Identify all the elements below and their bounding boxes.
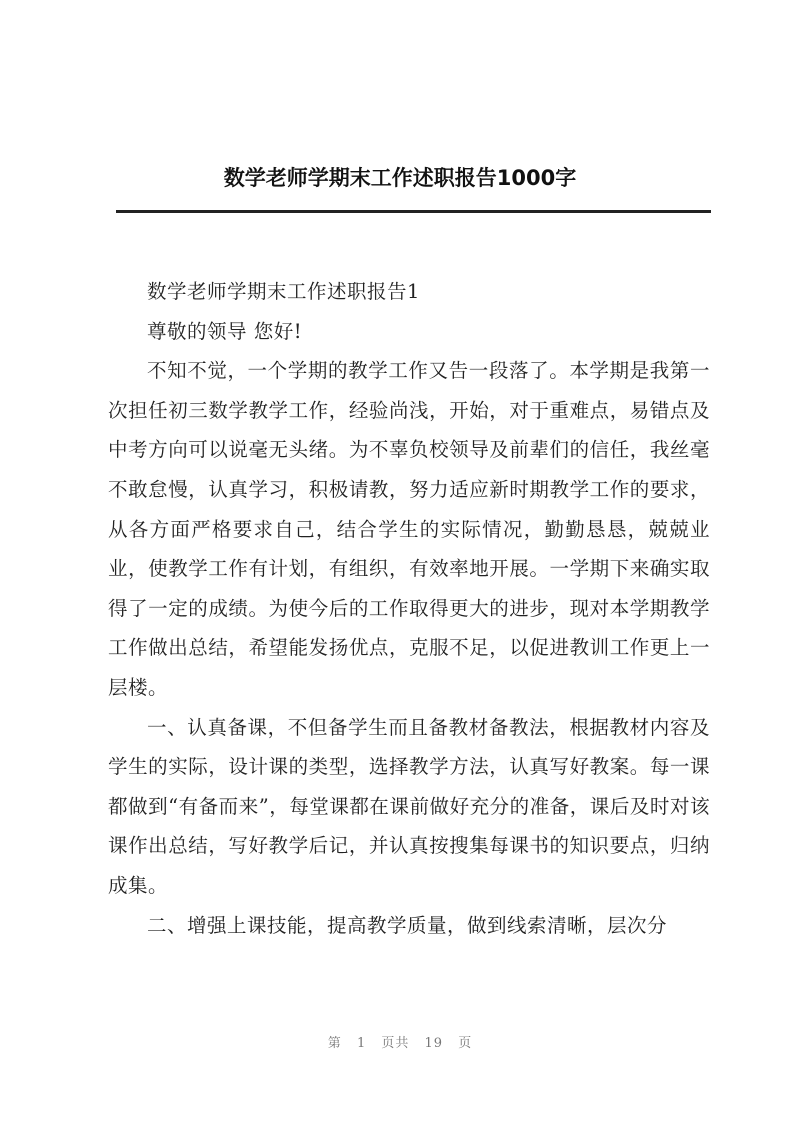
footer-label-end: 页: [458, 1036, 473, 1051]
body-paragraph: 一、认真备课，不但备学生而且备教材备教法，根据教材内容及学生的实际，设计课的类型，选择教学方法，认真写好教案。每一课都做到“有备而来”，每堂课都在课前做好充分的准备，课后及时对该课作出总结，写好教学后记，并认真按搜集每课书的知识要点，归纳成集。: [108, 715, 710, 897]
body-paragraph: 不知不觉，一个学期的教学工作又告一段落了。本学期是我第一次担任初三数学教学工作，经验尚浅，开始，对于重难点，易错点及中考方向可以说毫无头绪。为不辜负校领导及前辈们的信任，我丝毫不敢怠慢，认真学习，积极请教，努力适应新时期教学工作的要求，从各方面严格要求自己，结合学生的实际情况，勤勤恳恳，兢兢业业，使教学工作有计划，有组织，有效率地开展。一学期下来确实取得了一定的成绩。为使今后的工作取得更大的进步，现对本学期教学工作做出总结，希望能发扬优点，克服不足，以促进教训工作更上一层楼。: [108, 359, 710, 699]
document-title: 数学老师学期末工作述职报告1000字: [223, 166, 577, 190]
page-footer: [0, 1032, 800, 1051]
footer-current-page: 1: [356, 1036, 367, 1051]
title-divider: [116, 210, 711, 213]
footer-label-page: 第: [327, 1036, 342, 1051]
body-paragraph: 二、增强上课技能，提高教学质量，做到线索清晰，层次分: [147, 913, 668, 937]
salutation: 尊敬的领导 您好!: [147, 319, 303, 343]
section-heading: 数学老师学期末工作述职报告1: [147, 280, 420, 303]
footer-total-pages: 19: [424, 1036, 444, 1051]
document-body: [108, 272, 710, 945]
footer-label-of: 页共: [381, 1036, 410, 1051]
